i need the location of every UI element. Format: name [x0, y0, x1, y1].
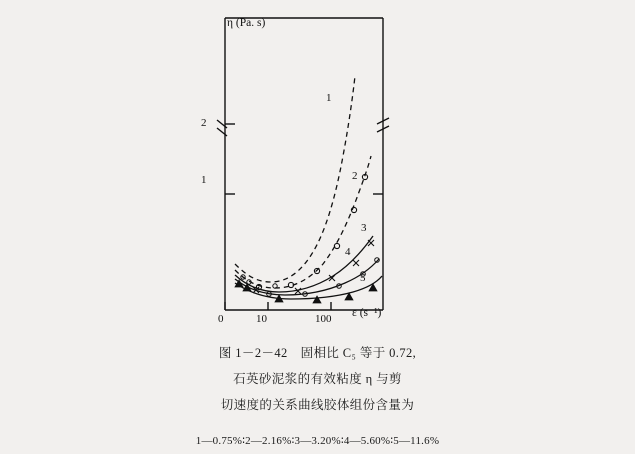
y-axis-title: η (Pa. s): [227, 17, 266, 29]
caption-line-3: 切速度的关系曲线胶体组份含量为: [220, 398, 415, 412]
series-3-curve: [235, 236, 373, 292]
x-axis-title: ε (s⁻¹): [352, 307, 382, 319]
axis-frame: [225, 18, 383, 310]
series-4-label: 4: [345, 246, 351, 258]
caption-line-2: 石英砂泥浆的有效粘度 η 与剪: [233, 372, 402, 386]
caption-line-4: 1—0.75%∶2—2.16%∶3—3.20%∶4—5.60%∶5—11.6%: [195, 435, 440, 447]
x-tick-label-0: 0: [218, 313, 224, 325]
series-1-label: 1: [326, 92, 332, 104]
y-tick-label-2: 2: [201, 117, 207, 129]
series-5-label: 5: [360, 272, 366, 284]
x-tick-label-10: 10: [256, 313, 267, 325]
series-3-label: 3: [361, 222, 367, 234]
y-axis-ticks: [217, 118, 389, 194]
y-tick-label-1: 1: [201, 174, 207, 186]
figure-caption: [0, 340, 635, 454]
series-2-label: 2: [352, 170, 358, 182]
series-1-curve: [235, 76, 355, 282]
series-2-markers: [256, 174, 367, 289]
series-2-curve: [235, 156, 371, 288]
x-tick-label-100: 100: [315, 313, 332, 325]
caption-line-1: 图 1－2－42 固相比 C₅ 等于 0.72,: [218, 346, 417, 360]
